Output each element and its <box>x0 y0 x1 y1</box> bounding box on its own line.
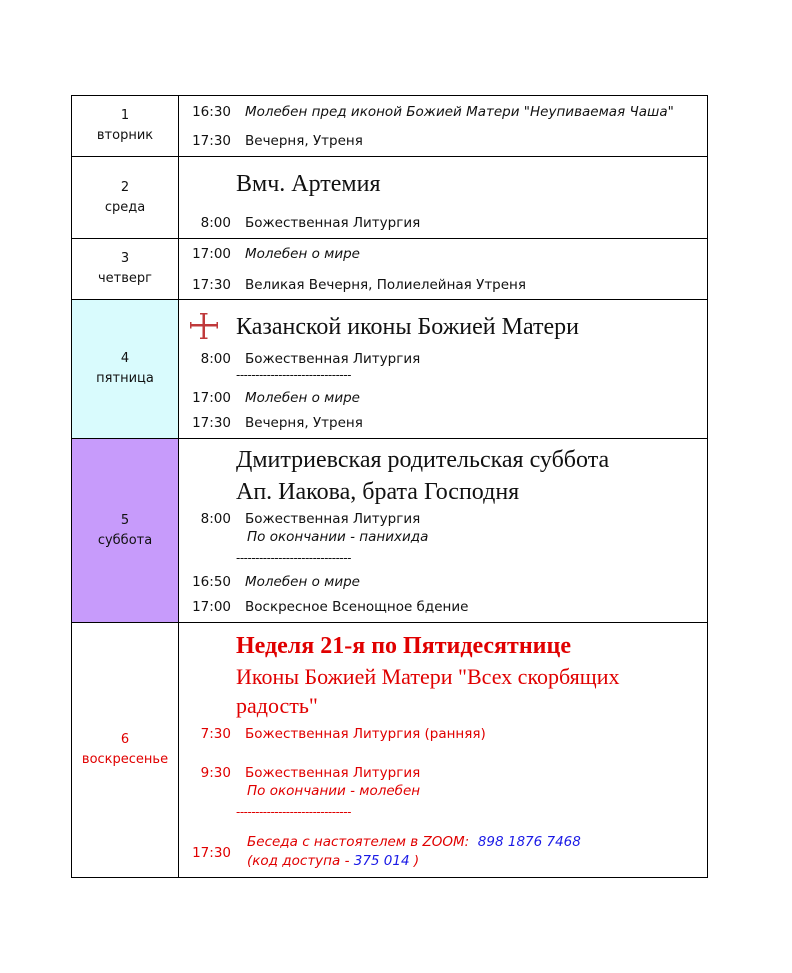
service-text: Вечерня, Утреня <box>245 415 363 431</box>
service-text: Молебен о мире <box>245 574 360 590</box>
service-time: 17:30 <box>192 133 231 149</box>
service-time: 7:30 <box>200 726 231 742</box>
day-number: 4 <box>120 351 130 366</box>
cross-icon <box>189 312 219 340</box>
zoom-info <box>247 834 581 851</box>
service-time: 9:30 <box>200 765 231 781</box>
weekday: пятница <box>96 371 154 386</box>
day-cell-highlight <box>72 439 179 623</box>
service-text: Божественная Литургия <box>245 511 421 527</box>
day-row-4 <box>72 300 708 439</box>
day-row-6 <box>72 623 708 878</box>
feast-subtitle: Ап. Иакова, брата Господня <box>236 479 520 505</box>
service-time: 17:00 <box>192 599 231 615</box>
service-text: Божественная Литургия <box>245 215 421 231</box>
service-text: Вечерня, Утреня <box>245 133 363 149</box>
service-text: Божественная Литургия (ранняя) <box>245 726 486 742</box>
day-row-3 <box>72 239 708 300</box>
day-number: 3 <box>120 251 130 266</box>
service-time: 16:30 <box>192 104 231 120</box>
service-text: Божественная Литургия <box>245 765 421 781</box>
weekday: вторник <box>96 128 154 143</box>
service-time: 8:00 <box>200 351 231 367</box>
separator: ------------------------------ <box>236 805 351 819</box>
service-note: По окончании - панихида <box>247 529 429 545</box>
service-time: 17:30 <box>192 845 231 861</box>
day-row-5 <box>72 439 708 623</box>
code-suffix: ) <box>409 853 420 869</box>
service-time: 17:30 <box>192 277 231 293</box>
service-note: По окончании - молебен <box>247 783 421 799</box>
day-cell-highlight <box>72 300 179 439</box>
services-cell <box>179 300 708 439</box>
service-text: Молебен пред иконой Божией Матери "Неупиваемая Чаша" <box>245 104 674 120</box>
service-text: Беседа с настоятелем в ZOOM: <box>247 834 470 850</box>
feast-title: Дмитриевская родительская суббота <box>236 447 610 473</box>
code-prefix: (код доступа - <box>247 853 354 869</box>
weekday: среда <box>104 199 146 215</box>
day-row-2 <box>72 157 708 239</box>
day-cell <box>72 239 179 300</box>
service-text: Воскресное Всенощное бдение <box>245 599 469 615</box>
day-cell <box>72 157 179 239</box>
day-cell <box>72 623 179 878</box>
access-code: 375 014 <box>353 853 410 869</box>
service-text: Божественная Литургия <box>245 351 421 367</box>
feast-subtitle-cont: радость" <box>236 693 318 718</box>
service-text: Великая Вечерня, Полиелейная Утреня <box>245 277 527 293</box>
schedule-table <box>71 95 708 878</box>
weekday: суббота <box>97 532 153 548</box>
service-time: 16:50 <box>192 574 231 590</box>
service-time: 17:30 <box>192 415 231 431</box>
services-cell <box>179 239 708 300</box>
feast-subtitle: Иконы Божией Матери "Всех скорбящих <box>236 664 620 689</box>
service-time: 8:00 <box>200 215 231 231</box>
service-text: Молебен о мире <box>245 246 360 262</box>
weekday: воскресенье <box>81 752 169 767</box>
services-cell <box>179 96 708 157</box>
service-text: Молебен о мире <box>245 390 360 406</box>
separator: ------------------------------ <box>236 368 351 382</box>
day-number: 5 <box>120 512 130 528</box>
zoom-meeting-id[interactable]: 898 1876 7468 <box>477 834 581 850</box>
services-cell <box>179 439 708 623</box>
day-number: 1 <box>120 108 130 123</box>
service-time: 17:00 <box>192 246 231 262</box>
feast-title: Неделя 21-я по Пятидесятнице <box>236 633 571 659</box>
day-number: 6 <box>120 732 130 747</box>
services-cell <box>179 623 708 878</box>
feast-title: Казанской иконы Божией Матери <box>236 314 579 340</box>
day-cell <box>72 96 179 157</box>
feast-title: Вмч. Артемия <box>236 171 381 197</box>
weekday: четверг <box>98 271 152 286</box>
services-cell <box>179 157 708 239</box>
day-number: 2 <box>120 179 130 195</box>
zoom-access-code <box>247 853 419 870</box>
day-row-1 <box>72 96 708 157</box>
separator: ------------------------------ <box>236 551 351 565</box>
service-time: 8:00 <box>200 511 231 527</box>
service-time: 17:00 <box>192 390 231 406</box>
